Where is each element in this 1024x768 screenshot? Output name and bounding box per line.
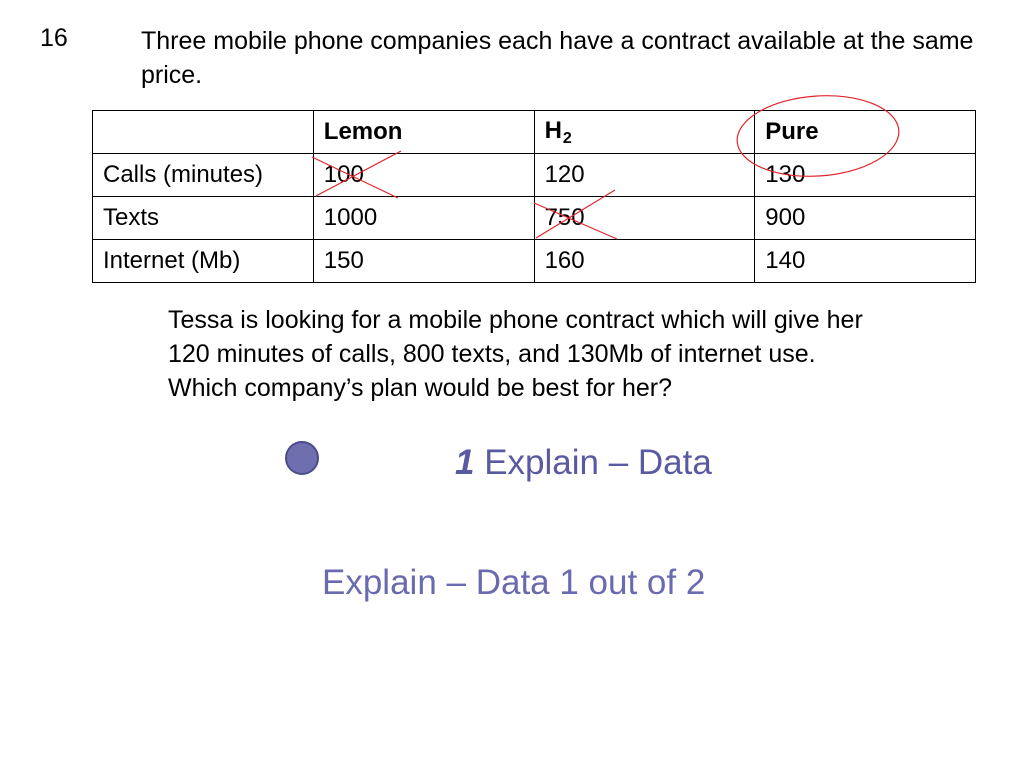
table-row [93,197,976,240]
header-h2-text: H [544,116,562,144]
scenario-line-1: Tessa is looking for a mobile phone contract which will give her [168,306,863,334]
table-cell: 1000 [313,197,534,240]
header-cell-lemon: Lemon [313,111,534,154]
header-cell-empty [93,111,314,154]
header-cell-h2 [534,111,755,154]
table-cell: 140 [755,240,976,283]
question-text: Three mobile phone companies each have a contract available at the same price. [141,27,974,89]
table-row [93,240,976,283]
header-cell-pure: Pure [755,111,976,154]
row-label: Internet (Mb) [93,240,314,283]
table-cell: 900 [755,197,976,240]
mark-label [455,443,712,483]
table-cell: 100 [313,154,534,197]
table-cell: 750 [534,197,755,240]
mark-summary: Explain – Data 1 out of 2 [322,563,706,602]
mark-bullet-icon [285,441,319,475]
row-label: Texts [93,197,314,240]
mark-number: 1 [455,443,475,482]
scenario-line-2: 120 minutes of calls, 800 texts, and 130Mb of internet use. [168,340,816,368]
table-cell: 130 [755,154,976,197]
table-header-row [93,111,976,154]
scenario-text [168,303,988,405]
contract-table [92,110,976,283]
table-row [93,154,976,197]
table-cell: 120 [534,154,755,197]
table-cell: 150 [313,240,534,283]
row-label: Calls (minutes) [93,154,314,197]
table-cell: 160 [534,240,755,283]
question-number: 16 [40,24,68,52]
mark-label-text: Explain – Data [474,443,712,482]
scenario-line-3: Which company’s plan would be best for her? [168,374,672,402]
header-h2-subscript: 2 [562,129,572,147]
